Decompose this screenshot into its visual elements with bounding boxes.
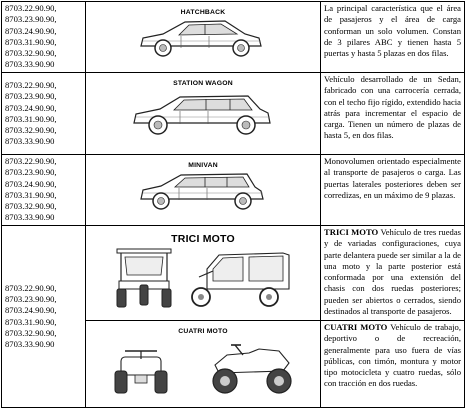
station-wagon-car-icon — [128, 87, 278, 139]
tariff-code: 8703.32.90.90, — [5, 201, 57, 212]
definition-text: Vehículo de tres ruedas y de variadas configuraciones, cuya parte delantera puede ser similar a la de una moto y la parte posterior está conformada por una extensión del chasis con dos ruedas posteriores; pueden ser abiertos o cerrados, siendo destinados al transporte de pasajeros. — [324, 227, 461, 317]
tricimoto-icon — [103, 245, 303, 311]
table-row-tricimoto — [2, 226, 465, 321]
tariff-code: 8703.32.90.90, — [5, 327, 57, 338]
tariff-code: 8703.23.90.90, — [5, 14, 57, 25]
tariff-code: 8703.24.90.90, — [5, 102, 57, 113]
tariff-code: 8703.22.90.90, — [5, 3, 57, 13]
tariff-code: 8703.33.90.90 — [5, 59, 55, 70]
tariff-codes-cell — [2, 226, 86, 408]
table-row-minivan — [2, 155, 465, 226]
tariff-code: 8703.24.90.90, — [5, 25, 57, 36]
tariff-code: 8703.32.90.90, — [5, 125, 57, 136]
vehicle-image-cell — [86, 321, 321, 408]
description-cell: Vehículo desarrollado de un Sedan, fabricado con una carrocería cerrada, con el techo fijo rígido, extendido hacia atrás para incrementar el espacio de carga. Tienen un número de plazas de hasta 5, en dos filas. — [321, 73, 465, 155]
definition-term: CUATRI MOTO — [324, 322, 388, 332]
tariff-code: 8703.33.90.90 — [5, 212, 55, 223]
description-cell: La principal característica que el área de pasajeros y el área de carga conforman un solo volumen. Constan de 3 pilares ABC y tienen hasta 5 puertas y hasta 5 plazas en dos filas. — [321, 2, 465, 73]
tariff-code: 8703.23.90.90, — [5, 91, 57, 102]
table-row-hatchback — [2, 2, 465, 73]
vehicle-image-cell — [86, 155, 321, 226]
tariff-code: 8703.22.90.90, — [5, 80, 57, 90]
tariff-code: 8703.22.90.90, — [5, 156, 57, 166]
tariff-code: 8703.31.90.90, — [5, 316, 57, 327]
atv-quad-icon — [103, 335, 303, 399]
vehicle-type-label: MINIVAN — [188, 162, 218, 169]
definition-text: Vehículo de trabajo, deportivo o de recreación, generalmente para uso fuera de vías públicas, con timón, montura y motor tipo motocicleta y cuatro ruedas, sólo con tracción en dos ruedas. — [324, 322, 461, 389]
vehicle-image-cell — [86, 2, 321, 73]
tariff-code: 8703.23.90.90, — [5, 167, 57, 178]
vehicle-type-label: TRICI MOTO — [171, 233, 235, 245]
vehicle-type-label: HATCHBACK — [180, 9, 226, 16]
hatchback-car-icon — [133, 16, 273, 60]
description-cell — [321, 226, 465, 321]
tariff-code: 8703.31.90.90, — [5, 113, 57, 124]
tariff-code: 8703.24.90.90, — [5, 305, 57, 316]
tariff-code: 8703.33.90.90 — [5, 136, 55, 147]
vehicle-type-label: CUATRI MOTO — [178, 328, 228, 335]
definition-term: TRICI MOTO — [324, 227, 379, 237]
tariff-code: 8703.33.90.90 — [5, 339, 55, 350]
vehicle-type-label: STATION WAGON — [173, 80, 233, 87]
tariff-code: 8703.31.90.90, — [5, 189, 57, 200]
vehicle-image-cell — [86, 73, 321, 155]
description-cell — [321, 321, 465, 408]
tariff-code: 8703.32.90.90, — [5, 48, 57, 59]
vehicle-classification-table — [1, 1, 464, 411]
vehicle-image-cell — [86, 226, 321, 321]
tariff-codes-cell — [2, 73, 86, 155]
minivan-car-icon — [133, 169, 273, 213]
tariff-codes-cell — [2, 2, 86, 73]
tariff-code: 8703.23.90.90, — [5, 293, 57, 304]
tariff-codes-cell — [2, 155, 86, 226]
description-cell: Monovolumen orientado especialmente al transporte de pasajeros o carga. Las puertas laterales posteriores deben ser corredizas, en un máximo de 9 plazas. — [321, 155, 465, 226]
table-row-station-wagon — [2, 73, 465, 155]
tariff-code: 8703.24.90.90, — [5, 178, 57, 189]
tariff-code: 8703.31.90.90, — [5, 36, 57, 47]
tariff-code: 8703.22.90.90, — [5, 282, 57, 293]
